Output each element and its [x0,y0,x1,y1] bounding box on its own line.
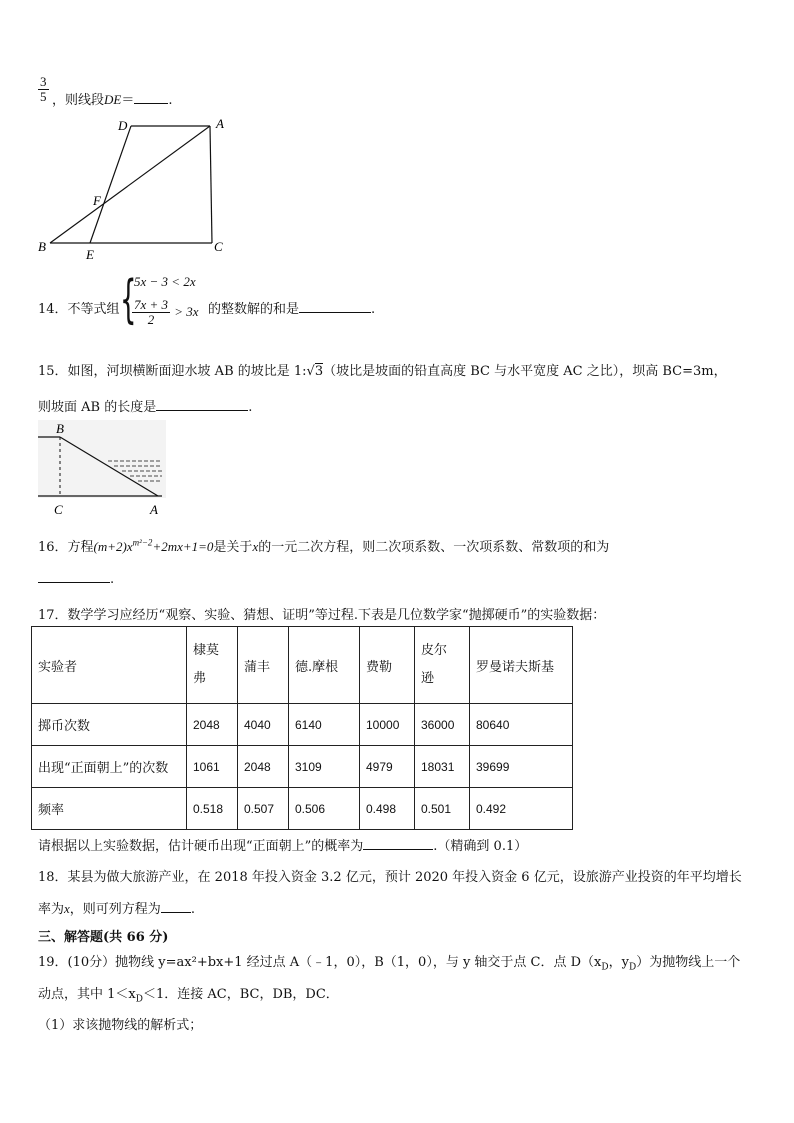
label-A2: A [150,502,158,517]
q16-mid: 是关于 [213,540,253,555]
table-header-cell: 蒲丰 [238,627,289,704]
q13-text [52,89,173,108]
q17-after-text: 请根据以上实验数据，估计硬币出现“正面朝上”的概率为 [38,839,364,854]
q14-ineq-2 [132,298,198,327]
table-cell: 3109 [289,746,360,788]
q13-text-a: ，则线段 [52,93,105,108]
q15-end: . [248,400,253,415]
table-cell: 0.506 [289,788,360,830]
q19-sub-3: D [135,994,143,1005]
q13-var: DE [104,92,122,107]
q15-figure [38,420,166,520]
q16-line1 [38,536,609,555]
table-cell: 2048 [187,704,238,746]
q16-expr-a: (m+2) [93,539,127,554]
q17-after-end: .（精确到 0.1） [433,839,528,854]
table-cell: 0.501 [415,788,470,830]
table-cell: 0.518 [187,788,238,830]
q19-sub-1: D [601,962,609,973]
q14-end: . [371,302,376,317]
q19-line1 [38,951,740,973]
label-B2: B [56,421,64,436]
q14-den: 2 [147,312,155,327]
q19-line1-mid: ，y [608,955,629,970]
q18-end: . [190,902,195,917]
q16-expr-exp: m²−2 [132,537,153,548]
q15-line1 [38,360,727,379]
table-cell: 18031 [415,746,470,788]
label-C2: C [54,502,63,517]
q19-line1-a: 19．(10分）抛物线 y=ax²+bx+1 经过点 A（﹣1，0），B（1，0），与 y 轴交于点 C．点 D（x [38,955,602,970]
q14-prefix: 14．不等式组 [38,302,120,317]
table-cell: 频率 [32,788,187,830]
label-A: A [216,116,224,131]
table-cell: 4979 [360,746,415,788]
q17-after [38,835,527,854]
table-cell: 0.507 [238,788,289,830]
label-B: B [38,239,46,254]
q16-line2 [38,572,114,587]
q19-line2 [38,983,339,1005]
table-cell: 10000 [360,704,415,746]
q18-var: x [64,901,70,916]
q13-fraction [38,75,49,104]
table-header-cell: 皮尔 逊 [415,627,470,704]
table-row [32,788,573,830]
table-header-row [32,627,573,704]
q19-line2-b: ＜1．连接 AC，BC，DB，DC． [142,987,339,1002]
q18-line2-b: ，则可列方程为 [69,902,161,917]
q16-prefix: 16．方程 [38,540,94,555]
q19-line2-a: 动点，其中 1＜x [38,987,136,1002]
q19-sub-2: D [628,962,637,973]
q14-suffix-text: 的整数解的和是 [208,302,300,317]
q14-ineq-1: 5x − 3 < 2x [134,274,196,289]
q14-rhs: > 3x [174,304,199,319]
table-cell: 2048 [238,746,289,788]
q17-answer-blank[interactable] [363,848,433,850]
q15-sqrt-arg: 3 [314,364,324,379]
q14-num: 7x + 3 [134,297,169,312]
q15-line2 [38,396,252,415]
table-row [32,704,573,746]
table-cell: 0.498 [360,788,415,830]
experiment-table [31,626,573,830]
table-header-cell: 德.摩根 [289,627,360,704]
table-cell: 掷币次数 [32,704,187,746]
q15-line1-b: （坡比是坡面的铅直高度 BC 与水平宽度 AC 之比），坝高 BC=3m， [323,364,727,379]
q13-frac-num: 3 [40,74,47,89]
table-cell: 36000 [415,704,470,746]
q13-eq: ＝ [121,93,135,108]
table-cell: 80640 [470,704,573,746]
q19-part1: （1）求该抛物线的解析式； [38,1018,203,1033]
q14-suffix [208,298,375,317]
q15-answer-blank[interactable] [156,409,248,411]
q15-line2-text: 则坡面 AB 的长度是 [38,400,157,415]
q13-answer-blank[interactable] [134,102,168,104]
q18-line2 [38,898,195,917]
q14-answer-blank[interactable] [299,311,371,313]
label-C: C [214,239,223,254]
q18-line2-a: 率为 [38,902,65,917]
q15-line1-a: 15．如图，河坝横断面迎水坡 AB 的坡比是 1: [38,364,307,379]
section-title: 三、解答题(共 66 分) [38,930,169,945]
q17-intro: 17．数学学习应经历“观察、实验、猜想、证明”等过程.下表是几位数学家“抛掷硬币”的实验数据： [38,608,606,623]
table-cell: 0.492 [470,788,573,830]
table-row [32,746,573,788]
label-E: E [86,247,94,262]
table-cell: 6140 [289,704,360,746]
q14-brace: { [120,270,137,330]
table-cell: 4040 [238,704,289,746]
table-header-cell: 棣莫 弗 [187,627,238,704]
table-header-cell: 费勒 [360,627,415,704]
q16-expr-b: +2mx+1=0 [152,539,214,554]
q16-suffix: 的一元二次方程，则二次项系数、一次项系数、常数项的和为 [258,540,610,555]
q16-end: . [110,572,115,587]
q16-var: x [252,539,259,554]
table-cell: 出现“正面朝上”的次数 [32,746,187,788]
table-cell: 39699 [470,746,573,788]
q16-answer-blank[interactable] [38,581,110,583]
q13-frac-den: 5 [40,89,47,104]
table-cell: 1061 [187,746,238,788]
label-D: D [118,118,128,133]
q19-line1-end: ）为抛物线上一个 [636,955,741,970]
table-header-cell: 实验者 [32,627,187,704]
q16-expr-x: x [126,539,133,554]
q13-figure [34,112,234,262]
q18-line1: 18．某县为做大旅游产业，在 2018 年投入资金 3.2 亿元，预计 2020 年投入资金 6 亿元，设旅游产业投资的年平均增长 [38,870,742,885]
q18-answer-blank[interactable] [161,911,191,913]
q13-end: . [168,93,173,108]
label-F: F [93,193,101,208]
table-header-cell: 罗曼诺夫斯基 [470,627,573,704]
sqrt-sign: √ [306,364,315,379]
